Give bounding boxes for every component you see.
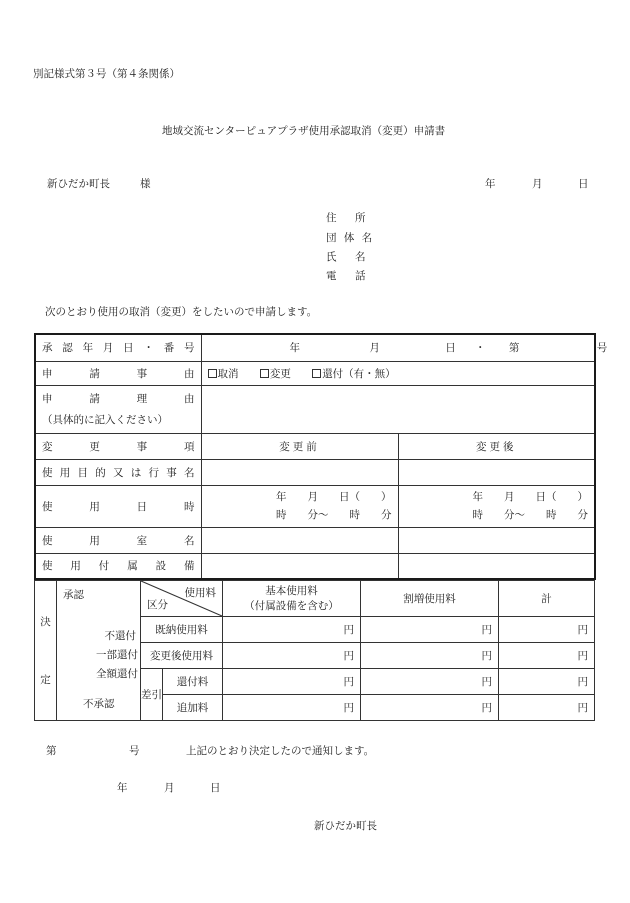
before-label: 変更前 [201,433,398,459]
extra-basic-yen[interactable]: 円 [223,695,361,721]
table-row [35,433,595,459]
approval-value-cell[interactable] [201,334,608,361]
address-label: 住 所 [326,212,370,224]
datetime-label: 使用日時 [42,500,195,513]
datetime-before-time: 時 分～ 時 分 [276,509,392,521]
footer-mayor: 新ひだか町長 [314,820,377,832]
refund-fee-label: 還付料 [163,669,223,695]
purpose-label-cell [35,459,201,485]
honorific: 様 [140,178,151,190]
approval-label-cell [35,334,201,361]
footer-day: 日 [210,782,221,794]
application-table [34,333,608,580]
form-number: 別記様式第３号（第４条関係） [33,68,180,80]
extra-total-yen[interactable]: 円 [499,695,595,721]
reason-type-options [201,361,595,385]
table-row [35,459,595,485]
surcharge-fee-header: 割増使用料 [361,581,499,617]
room-label-cell [35,527,201,553]
approval-month: 月 [369,342,380,355]
reason-note: （具体的に記入ください） [42,414,168,426]
total-header: 計 [499,581,595,617]
intro-text: 次のとおり使用の取消（変更）をしたいので申請します。 [45,306,318,318]
approval-label: 承認年月日・番号 [42,342,195,355]
checkbox-change[interactable] [260,368,291,380]
decision-partial-refund[interactable]: 一部還付 [96,649,138,661]
document-title: 地域交流センターピュアプラザ使用承認取消（変更）申請書 [162,125,446,137]
decision-options [57,581,141,721]
approval-go: 号 [596,342,608,355]
date-day: 日 [578,178,589,190]
changed-total-yen[interactable]: 円 [499,643,595,669]
reason-label-cell [35,385,201,433]
approval-no: 第 [508,342,520,355]
table-row [35,385,595,433]
room-before-input[interactable] [201,527,398,553]
equipment-label-cell [35,553,201,579]
decision-not-approved[interactable]: 不承認 [83,698,115,710]
changed-surcharge-yen[interactable]: 円 [361,643,499,669]
table-row [35,334,595,361]
footer-month: 月 [164,782,175,794]
purpose-label: 使用目的又は行事名 [42,466,195,479]
change-item-label-cell [35,433,201,459]
phone-label: 電 話 [326,270,370,282]
footer-dai: 第 [46,745,57,757]
reason-type-label: 申請事由 [42,367,195,380]
datetime-after[interactable] [398,485,595,527]
change-item-label: 変更事項 [42,440,195,453]
paid-total-yen[interactable]: 円 [499,617,595,643]
approval-day: 日 [445,342,456,355]
table-row [35,485,595,527]
diff-label: 差引 [141,669,163,721]
room-after-input[interactable] [398,527,595,553]
name-label: 氏 名 [326,251,370,263]
checkbox-refund[interactable] [312,368,396,380]
equipment-after-input[interactable] [398,553,595,579]
datetime-before[interactable] [201,485,398,527]
decision-approved[interactable]: 承認 [63,589,84,601]
footer-go: 号 [129,745,140,757]
refund-surcharge-yen[interactable]: 円 [361,669,499,695]
extra-fee-label: 追加料 [163,695,223,721]
table-row [35,527,595,553]
date-year: 年 [485,178,496,190]
basic-fee-note: （付属設備を含む） [244,599,339,612]
table-row [35,361,595,385]
checkbox-cancel[interactable] [208,368,239,380]
refund-basic-yen[interactable]: 円 [223,669,361,695]
decision-side-label [35,581,57,721]
reason-type-label-cell [35,361,201,385]
purpose-after-input[interactable] [398,459,595,485]
after-label: 変更後 [398,433,595,459]
date-month: 月 [532,178,543,190]
datetime-after-time: 時 分～ 時 分 [472,509,588,521]
datetime-label-cell [35,485,201,527]
basic-fee-header [223,581,361,617]
approval-dot: ・ [475,342,486,355]
fee-label: 使用料 [184,587,216,599]
changed-basic-yen[interactable]: 円 [223,643,361,669]
reason-label: 申請理由 [42,393,195,405]
paid-surcharge-yen[interactable]: 円 [361,617,499,643]
option-change-label: 変更 [269,367,291,380]
footer-year: 年 [117,782,128,794]
footer-notice: 上記のとおり決定したので通知します。 [186,745,375,757]
extra-surcharge-yen[interactable]: 円 [361,695,499,721]
decision-table [34,580,595,721]
purpose-before-input[interactable] [201,459,398,485]
decision-not-refund[interactable]: 不還付 [104,630,136,642]
paid-basic-yen[interactable]: 円 [223,617,361,643]
side-ketsu: 決 [40,615,51,628]
fee-category-header [141,581,223,617]
datetime-before-date: 年 月 日（ ） [276,491,392,503]
option-refund-label: 還付（有・無） [322,367,396,380]
table-row [35,553,595,579]
refund-total-yen[interactable]: 円 [499,669,595,695]
datetime-after-date: 年 月 日（ ） [472,491,588,503]
approval-year: 年 [289,342,300,355]
equipment-label: 使用付属設備 [42,560,195,573]
paid-fee-label: 既納使用料 [141,617,223,643]
basic-fee-label: 基本使用料 [265,584,318,597]
changed-fee-label: 変更後使用料 [141,643,223,669]
equipment-before-input[interactable] [201,553,398,579]
category-label: 区分 [147,599,168,611]
side-tei: 定 [40,673,51,686]
group-label: 団 体 名 [326,232,375,244]
option-cancel-label: 取消 [217,367,239,380]
decision-full-refund[interactable]: 全額還付 [96,668,138,680]
table-row [35,581,595,617]
addressee: 新ひだか町長 [47,178,110,190]
reason-input[interactable] [201,385,595,433]
room-label: 使用室名 [42,534,195,547]
